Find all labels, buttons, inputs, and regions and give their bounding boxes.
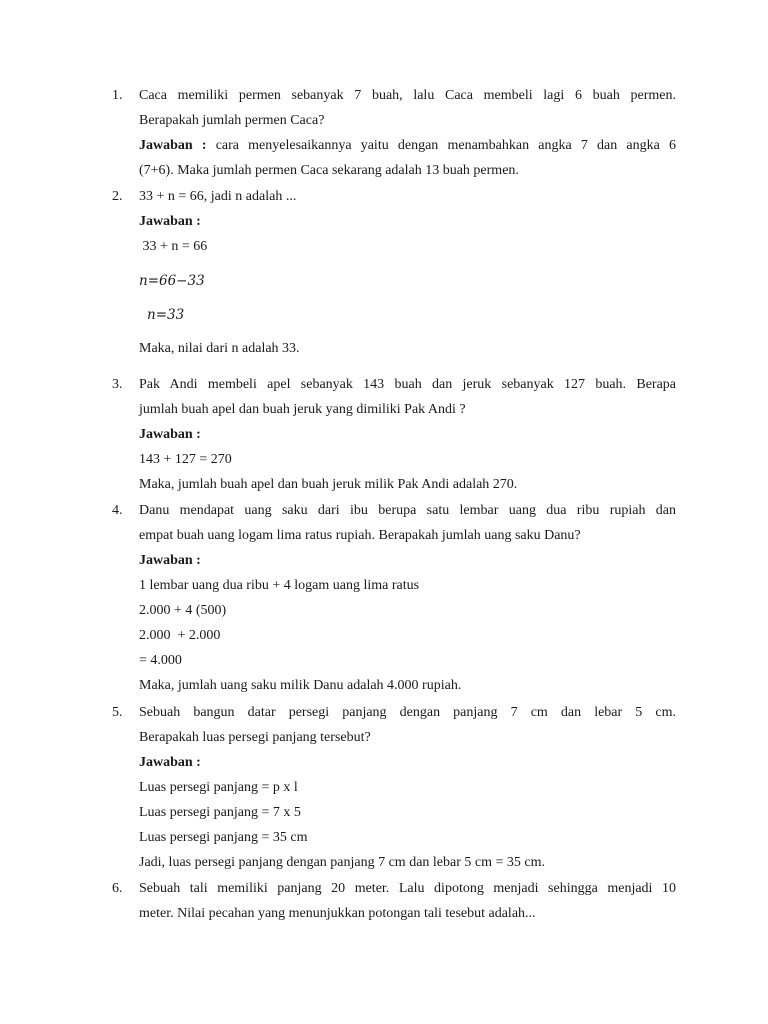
answer-label: Jawaban :: [139, 138, 207, 153]
question-text-line: jumlah buah apel dan buah jeruk yang dimiliki Pak Andi ?: [139, 402, 466, 417]
question-text-line: Pak Andi membeli apel sebanyak 143 buah dan jeruk sebanyak 127 buah. Berapa: [139, 377, 676, 392]
question-number: 5.: [112, 705, 123, 720]
answer-line: (7+6). Maka jumlah permen Caca sekarang adalah 13 buah permen.: [139, 163, 519, 178]
answer-label: Jawaban :: [139, 755, 201, 770]
equation-line: n=33: [147, 307, 185, 323]
answer-line: Maka, jumlah uang saku milik Danu adalah 4.000 rupiah.: [139, 678, 462, 693]
answer-line: [139, 136, 676, 156]
question-text-line: Sebuah tali memiliki panjang 20 meter. Lalu dipotong menjadi sehingga menjadi 10: [139, 881, 676, 896]
answer-line: Jadi, luas persegi panjang dengan panjang 7 cm dan lebar 5 cm = 35 cm.: [139, 855, 545, 870]
answer-label: Jawaban :: [139, 214, 201, 229]
answer-line: Maka, jumlah buah apel dan buah jeruk milik Pak Andi adalah 270.: [139, 477, 518, 492]
answer-text: cara menyelesaikannya yaitu dengan menambahkan angka 7 dan angka 6: [215, 138, 676, 153]
answer-label: Jawaban :: [139, 553, 201, 568]
question-text-line: 33 + n = 66, jadi n adalah ...: [139, 189, 297, 204]
answer-line: Luas persegi panjang = 35 cm: [139, 830, 308, 845]
question-number: 2.: [112, 189, 123, 204]
question-number: 1.: [112, 88, 123, 103]
answer-line: 143 + 127 = 270: [139, 452, 232, 467]
question-text-line: Berapakah luas persegi panjang tersebut?: [139, 730, 371, 745]
answer-line: Luas persegi panjang = p x l: [139, 780, 298, 795]
answer-line: Maka, nilai dari n adalah 33.: [139, 341, 300, 356]
answer-line: 33 + n = 66: [139, 239, 208, 254]
answer-line: Luas persegi panjang = 7 x 5: [139, 805, 301, 820]
question-text-line: Caca memiliki permen sebanyak 7 buah, lalu Caca membeli lagi 6 buah permen.: [139, 88, 676, 103]
answer-label: Jawaban :: [139, 427, 201, 442]
question-text-line: empat buah uang logam lima ratus rupiah. Berapakah jumlah uang saku Danu?: [139, 528, 581, 543]
answer-line: 2.000 + 2.000: [139, 628, 221, 643]
question-text-line: Berapakah jumlah permen Caca?: [139, 113, 325, 128]
question-text-line: meter. Nilai pecahan yang menunjukkan potongan tali tesebut adalah...: [139, 906, 536, 921]
question-text-line: Sebuah bangun datar persegi panjang dengan panjang 7 cm dan lebar 5 cm.: [139, 705, 676, 720]
equation-line: n=66−33: [139, 273, 205, 289]
question-number: 4.: [112, 503, 123, 518]
question-number: 6.: [112, 881, 123, 896]
answer-line: = 4.000: [139, 653, 182, 668]
answer-line: 1 lembar uang dua ribu + 4 logam uang lima ratus: [139, 578, 420, 593]
answer-line: 2.000 + 4 (500): [139, 603, 227, 618]
question-text-line: Danu mendapat uang saku dari ibu berupa satu lembar uang dua ribu rupiah dan: [139, 503, 676, 518]
question-number: 3.: [112, 377, 123, 392]
